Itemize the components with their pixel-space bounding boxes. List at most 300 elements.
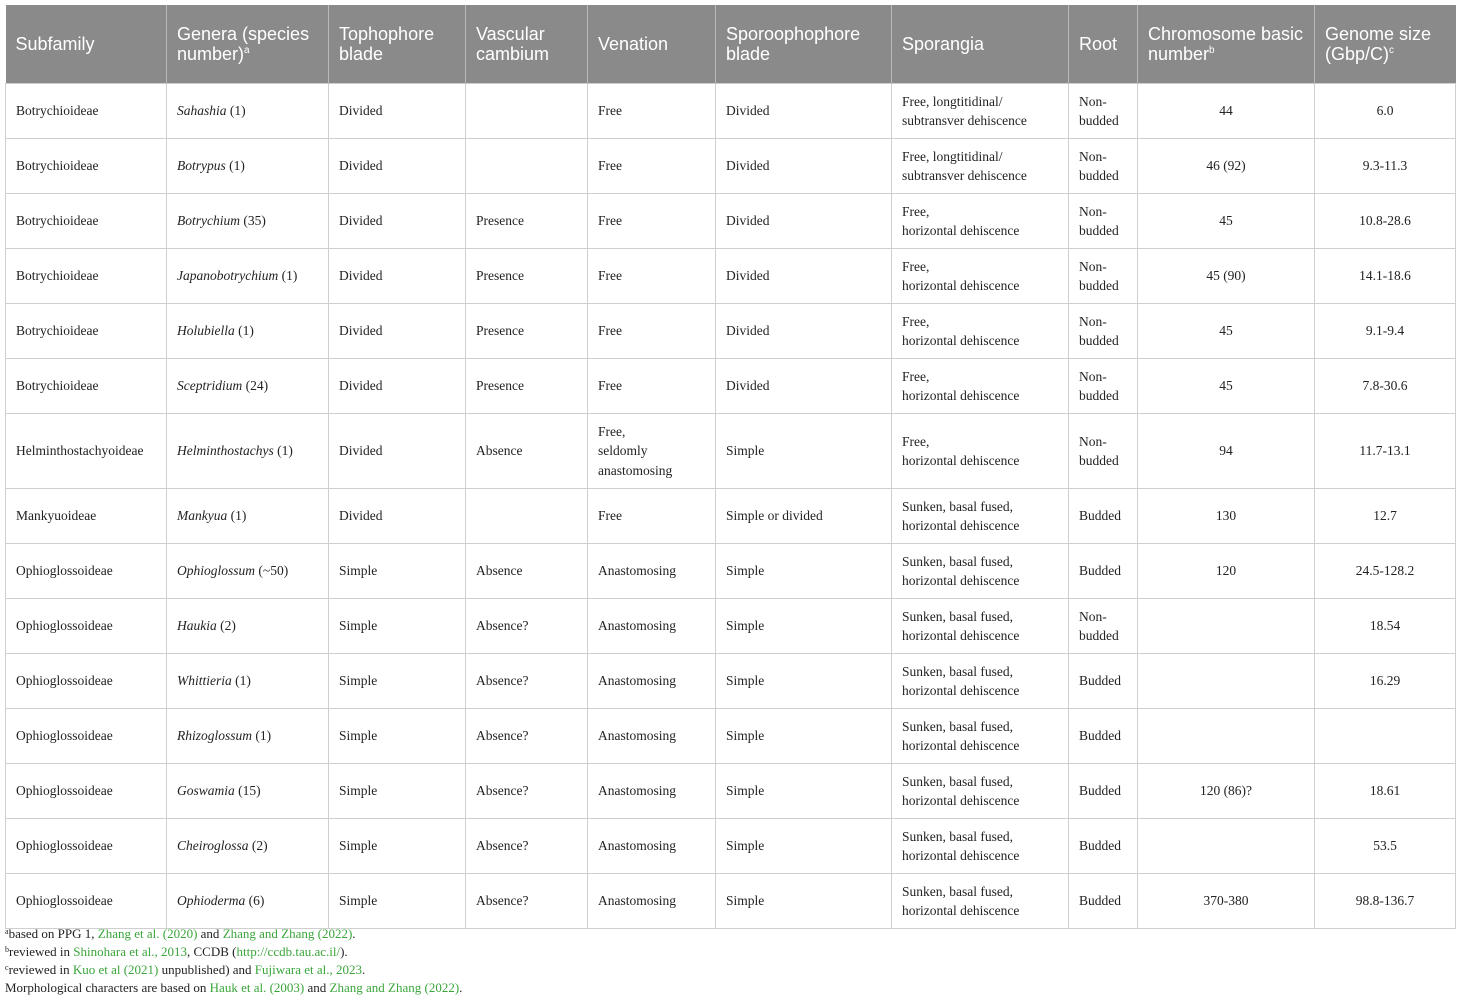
genome-cell-text: 9.3-11.3 — [1362, 158, 1408, 174]
genome-cell-text: 6.0 — [1376, 103, 1394, 119]
chromosome-cell — [1138, 709, 1315, 764]
root-cell-line: budded — [1079, 388, 1119, 403]
root-cell-line: budded — [1079, 333, 1119, 348]
tophophore-cell — [329, 194, 466, 249]
header-row — [6, 5, 1456, 84]
cambium-cell — [466, 764, 588, 819]
table-row — [6, 764, 1456, 819]
genus-name: Cheiroglossa — [177, 838, 249, 854]
genus-cell — [167, 249, 329, 304]
venation-cell — [588, 304, 716, 359]
footnote-line — [5, 943, 1455, 961]
subfamily-cell-text: Botrychioideae — [16, 268, 99, 284]
sporophore-cell-text: Divided — [726, 323, 770, 339]
column-header-label: Chromosome basic number — [1148, 24, 1304, 64]
root-cell-line: Budded — [1079, 563, 1121, 579]
sporophore-cell-text: Simple — [726, 673, 765, 689]
genome-cell-text: 24.5-128.2 — [1355, 563, 1415, 579]
sporangia-cell — [892, 194, 1069, 249]
species-count: (6) — [248, 893, 265, 909]
subfamily-cell — [6, 139, 167, 194]
chromosome-cell — [1138, 819, 1315, 874]
sporophore-cell-text: Divided — [726, 213, 770, 229]
cambium-cell-text: Presence — [476, 323, 524, 339]
column-header — [892, 5, 1069, 84]
chromosome-cell — [1138, 414, 1315, 489]
sporangia-cell-line: horizontal dehiscence — [902, 453, 1020, 468]
cambium-cell-text: Absence — [476, 563, 523, 579]
genome-cell-text: 9.1-9.4 — [1365, 323, 1405, 339]
table-row — [6, 194, 1456, 249]
chromosome-cell-text: 45 — [1219, 378, 1233, 394]
citation-link[interactable]: Shinohara et al., 2013 — [73, 944, 187, 959]
root-cell — [1069, 194, 1138, 249]
genome-cell-text: 7.8-30.6 — [1362, 378, 1408, 394]
genus-cell — [167, 654, 329, 709]
genome-cell — [1315, 414, 1456, 489]
cambium-cell — [466, 819, 588, 874]
footnote-text: ). — [340, 944, 348, 959]
chromosome-cell — [1138, 654, 1315, 709]
sporangia-cell-line: Sunken, basal fused, — [902, 773, 1013, 789]
column-header-label: Tophophore blade — [339, 24, 435, 64]
genus-cell — [167, 764, 329, 819]
venation-cell — [588, 819, 716, 874]
citation-link[interactable]: Kuo et al (2021) — [72, 962, 159, 977]
chromosome-cell — [1138, 764, 1315, 819]
venation-cell-line: Free — [598, 158, 622, 174]
genus-cell — [167, 874, 329, 929]
chromosome-cell — [1138, 249, 1315, 304]
cambium-cell-text: Absence? — [476, 838, 529, 854]
tophophore-cell — [329, 544, 466, 599]
footnote-line — [5, 925, 1455, 943]
column-header-label: Genome size (Gbp/C) — [1325, 24, 1432, 64]
genus-cell — [167, 819, 329, 874]
tophophore-cell — [329, 249, 466, 304]
subfamily-cell — [6, 544, 167, 599]
column-header — [6, 5, 167, 84]
genome-cell-text: 98.8-136.7 — [1355, 893, 1415, 909]
sporophore-cell-text: Simple — [726, 618, 765, 634]
genome-cell-text: 18.54 — [1369, 618, 1401, 634]
root-cell-line: budded — [1079, 628, 1119, 643]
table-row — [6, 709, 1456, 764]
sporangia-cell — [892, 709, 1069, 764]
footnote-text: unpublished) and — [158, 962, 255, 977]
tophophore-cell — [329, 764, 466, 819]
tophophore-cell — [329, 599, 466, 654]
cambium-cell — [466, 139, 588, 194]
chromosome-cell-text: 370-380 — [1203, 893, 1249, 909]
root-cell — [1069, 414, 1138, 489]
genus-name: Botrypus — [177, 158, 226, 174]
sporangia-cell-line: Sunken, basal fused, — [902, 883, 1013, 899]
tophophore-cell-text: Divided — [339, 103, 383, 119]
root-cell — [1069, 139, 1138, 194]
sporophore-cell-text: Simple — [726, 838, 765, 854]
root-cell-line: Non- — [1079, 93, 1107, 109]
sporophore-cell — [716, 489, 892, 544]
footnote-text: . — [352, 926, 356, 941]
sporophore-cell — [716, 249, 892, 304]
root-cell-line: Non- — [1079, 313, 1107, 329]
genus-cell — [167, 599, 329, 654]
footnote-text: Morphological characters are based on — [5, 980, 210, 995]
sporophore-cell-text: Simple — [726, 443, 765, 459]
sporophore-cell — [716, 654, 892, 709]
sporangia-cell — [892, 414, 1069, 489]
root-cell — [1069, 359, 1138, 414]
table-row — [6, 489, 1456, 544]
tophophore-cell-text: Divided — [339, 323, 383, 339]
chromosome-cell-text: 44 — [1219, 103, 1233, 119]
chromosome-cell — [1138, 544, 1315, 599]
subfamily-cell-text: Botrychioideae — [16, 378, 99, 394]
cambium-cell-text: Absence? — [476, 618, 529, 634]
tophophore-cell — [329, 489, 466, 544]
sporangia-cell — [892, 359, 1069, 414]
sporangia-cell-line: horizontal dehiscence — [902, 848, 1020, 863]
sporophore-cell-text: Divided — [726, 103, 770, 119]
venation-cell-line: Free — [598, 268, 622, 284]
species-count: (24) — [245, 378, 269, 394]
footnote-line — [5, 961, 1455, 979]
venation-cell-line: Free — [598, 103, 622, 119]
genome-cell — [1315, 819, 1456, 874]
species-count: (1) — [277, 443, 293, 459]
species-count: (1) — [229, 103, 246, 119]
table-row — [6, 414, 1456, 489]
citation-link[interactable]: http://ccdb.tau.ac.il/ — [236, 944, 341, 959]
cambium-cell-text: Absence? — [476, 783, 529, 799]
sporangia-cell — [892, 544, 1069, 599]
footnote-marker: a — [244, 45, 250, 56]
subfamily-cell-text: Ophioglossoideae — [16, 838, 113, 854]
subfamily-cell — [6, 249, 167, 304]
chromosome-cell-text: 120 (86)? — [1199, 783, 1253, 799]
chromosome-cell — [1138, 489, 1315, 544]
tophophore-cell — [329, 139, 466, 194]
root-cell — [1069, 304, 1138, 359]
venation-cell — [588, 709, 716, 764]
tophophore-cell-text: Simple — [339, 673, 378, 689]
footnote-marker: c — [5, 963, 9, 972]
root-cell-line: Budded — [1079, 893, 1121, 909]
genome-cell — [1315, 544, 1456, 599]
genus-cell — [167, 414, 329, 489]
venation-cell-line: anastomosing — [598, 462, 673, 478]
column-header-label: Subfamily — [15, 34, 95, 54]
subfamily-cell — [6, 194, 167, 249]
sporangia-cell-line: horizontal dehiscence — [902, 738, 1020, 753]
subfamily-cell-text: Ophioglossoideae — [16, 563, 113, 579]
venation-cell-line: Anastomosing — [598, 673, 677, 689]
tophophore-cell-text: Divided — [339, 443, 383, 459]
footnote-marker: b — [5, 945, 9, 954]
root-cell-line: Budded — [1079, 508, 1121, 524]
sporangia-cell-line: horizontal dehiscence — [902, 518, 1020, 533]
genus-cell — [167, 709, 329, 764]
sporangia-cell-line: Free, longtitidinal/ — [902, 148, 1003, 164]
cambium-cell — [466, 304, 588, 359]
citation-link[interactable]: Fujiwara et al., 2023 — [254, 962, 363, 977]
genome-cell — [1315, 599, 1456, 654]
cambium-cell — [466, 414, 588, 489]
subfamily-cell-text: Botrychioideae — [16, 213, 99, 229]
venation-cell — [588, 249, 716, 304]
sporophore-cell — [716, 359, 892, 414]
tophophore-cell — [329, 359, 466, 414]
sporophore-cell — [716, 304, 892, 359]
venation-cell — [588, 359, 716, 414]
venation-cell-line: Free — [598, 508, 622, 524]
root-cell — [1069, 819, 1138, 874]
venation-cell-line: Anastomosing — [598, 618, 677, 634]
species-count: (35) — [243, 213, 266, 229]
sporophore-cell-text: Simple — [726, 783, 765, 799]
genus-cell — [167, 304, 329, 359]
genome-cell — [1315, 654, 1456, 709]
root-cell-line: Budded — [1079, 673, 1121, 689]
genus-name: Ophioderma — [177, 893, 246, 909]
root-cell — [1069, 249, 1138, 304]
sporangia-cell-line: Free, longtitidinal/ — [902, 93, 1003, 109]
root-cell-line: budded — [1079, 453, 1119, 468]
chromosome-cell-text: 45 (90) — [1206, 268, 1246, 284]
tophophore-cell-text: Divided — [339, 378, 383, 394]
sporophore-cell — [716, 544, 892, 599]
venation-cell-line: Anastomosing — [598, 893, 677, 909]
genus-cell — [167, 139, 329, 194]
tophophore-cell — [329, 709, 466, 764]
subfamily-cell — [6, 709, 167, 764]
footnote-text: and — [197, 926, 223, 941]
genome-cell — [1315, 709, 1456, 764]
genome-cell — [1315, 874, 1456, 929]
genome-cell-text: 11.7-13.1 — [1359, 443, 1411, 459]
species-count: (1) — [238, 323, 254, 339]
root-cell — [1069, 544, 1138, 599]
cambium-cell — [466, 249, 588, 304]
subfamily-cell-text: Ophioglossoideae — [16, 673, 113, 689]
column-header — [329, 5, 466, 84]
cambium-cell-text: Absence? — [476, 728, 529, 744]
genome-cell — [1315, 764, 1456, 819]
root-cell-line: budded — [1079, 278, 1119, 293]
sporangia-cell-line: subtransver dehiscence — [902, 113, 1027, 128]
genus-cell — [167, 359, 329, 414]
citation-link[interactable]: Zhang and Zhang (2022) — [222, 926, 353, 941]
sporangia-cell-line: Sunken, basal fused, — [902, 663, 1013, 679]
table-footnotes — [5, 925, 1455, 997]
tophophore-cell-text: Divided — [339, 508, 383, 524]
table-row — [6, 139, 1456, 194]
tophophore-cell-text: Simple — [339, 618, 378, 634]
venation-cell — [588, 544, 716, 599]
column-header — [588, 5, 716, 84]
sporangia-cell — [892, 874, 1069, 929]
genus-name: Haukia — [177, 618, 217, 634]
cambium-cell-text: Presence — [476, 268, 524, 284]
sporangia-cell-line: Sunken, basal fused, — [902, 718, 1013, 734]
tophophore-cell — [329, 654, 466, 709]
subfamily-cell-text: Mankyuoideae — [16, 508, 97, 524]
subfamily-cell — [6, 874, 167, 929]
sporangia-cell-line: Sunken, basal fused, — [902, 553, 1013, 569]
root-cell-line: Non- — [1079, 433, 1107, 449]
column-header — [716, 5, 892, 84]
sporophore-cell-text: Divided — [726, 158, 770, 174]
footnote-text: reviewed in — [8, 962, 73, 977]
table-row — [6, 544, 1456, 599]
genome-cell-text: 14.1-18.6 — [1359, 268, 1411, 284]
tophophore-cell-text: Divided — [339, 213, 383, 229]
footnote-marker: b — [1209, 45, 1215, 56]
root-cell-line: Non- — [1079, 148, 1107, 164]
citation-link[interactable]: Hauk et al. (2003) — [209, 980, 305, 995]
species-count: (1) — [281, 268, 298, 284]
species-count: (2) — [220, 618, 236, 634]
genus-cell — [167, 194, 329, 249]
genome-cell-text: 10.8-28.6 — [1359, 213, 1411, 229]
chromosome-cell-text: 45 — [1219, 213, 1233, 229]
column-header — [1138, 5, 1315, 84]
table-row — [6, 599, 1456, 654]
table-row — [6, 249, 1456, 304]
table-row — [6, 654, 1456, 709]
cambium-cell — [466, 709, 588, 764]
genus-name: Sahashia — [177, 103, 227, 119]
sporophore-cell-text: Simple or divided — [726, 508, 823, 524]
footnote-text: based on PPG 1, — [8, 926, 98, 941]
sporangia-cell-line: Free, — [902, 258, 930, 274]
subfamily-cell-text: Ophioglossoideae — [16, 783, 113, 799]
root-cell — [1069, 654, 1138, 709]
footnote-marker: a — [5, 927, 9, 936]
species-count: (1) — [235, 673, 251, 689]
tophophore-cell — [329, 84, 466, 139]
venation-cell — [588, 489, 716, 544]
sporophore-cell — [716, 764, 892, 819]
species-count: (~50) — [258, 563, 289, 579]
sporophore-cell — [716, 874, 892, 929]
sporangia-cell-line: horizontal dehiscence — [902, 223, 1020, 238]
sporangia-cell-line: Free, — [902, 368, 930, 384]
citation-link[interactable]: Zhang et al. (2020) — [97, 926, 198, 941]
table-header — [6, 5, 1456, 84]
sporangia-cell-line: horizontal dehiscence — [902, 793, 1020, 808]
root-cell-line: Non- — [1079, 368, 1107, 384]
cambium-cell — [466, 654, 588, 709]
venation-cell — [588, 599, 716, 654]
genus-name: Rhizoglossum — [177, 728, 253, 744]
root-cell-line: budded — [1079, 168, 1119, 183]
column-header — [466, 5, 588, 84]
chromosome-cell — [1138, 874, 1315, 929]
sporophore-cell — [716, 599, 892, 654]
sporophore-cell — [716, 819, 892, 874]
sporangia-cell — [892, 599, 1069, 654]
table-row — [6, 304, 1456, 359]
genus-name: Botrychium — [177, 213, 240, 229]
sporangia-cell-line: Free, — [902, 203, 930, 219]
subfamily-cell — [6, 599, 167, 654]
cambium-cell — [466, 489, 588, 544]
tophophore-cell-text: Divided — [339, 158, 383, 174]
genus-cell — [167, 544, 329, 599]
chromosome-cell-text: 46 (92) — [1206, 158, 1246, 174]
genus-name: Ophioglossum — [177, 563, 256, 579]
table-body — [6, 84, 1456, 929]
subfamily-cell — [6, 359, 167, 414]
venation-cell-line: Anastomosing — [598, 838, 677, 854]
species-count: (15) — [238, 783, 261, 799]
tophophore-cell-text: Simple — [339, 893, 378, 909]
venation-cell — [588, 414, 716, 489]
column-header-label: Sporoophophore blade — [726, 24, 861, 64]
genus-name: Helminthostachys — [177, 443, 274, 459]
footnote-text: . — [459, 980, 463, 995]
subfamily-cell-text: Botrychioideae — [16, 103, 99, 119]
citation-link[interactable]: Zhang and Zhang (2022) — [329, 980, 460, 995]
column-header — [1069, 5, 1138, 84]
genus-cell — [167, 489, 329, 544]
sporangia-cell — [892, 819, 1069, 874]
root-cell-line: budded — [1079, 113, 1119, 128]
column-header-label: Genera (species number) — [177, 24, 310, 64]
cambium-cell-text: Absence? — [476, 893, 529, 909]
chromosome-cell — [1138, 599, 1315, 654]
subfamily-cell — [6, 764, 167, 819]
chromosome-cell-text: 120 — [1215, 563, 1237, 579]
species-count: (1) — [229, 158, 245, 174]
footnote-text: , CCDB ( — [187, 944, 237, 959]
venation-cell-line: Free, — [598, 423, 626, 439]
genome-cell — [1315, 359, 1456, 414]
sporophore-cell — [716, 194, 892, 249]
sporangia-cell-line: horizontal dehiscence — [902, 388, 1020, 403]
cambium-cell-text: Absence — [476, 443, 523, 459]
chromosome-cell — [1138, 84, 1315, 139]
venation-cell-line: seldomly — [598, 443, 648, 459]
subfamily-cell — [6, 304, 167, 359]
sporangia-cell-line: Sunken, basal fused, — [902, 498, 1013, 514]
sporangia-cell — [892, 764, 1069, 819]
cambium-cell — [466, 194, 588, 249]
cambium-cell — [466, 359, 588, 414]
chromosome-cell-text: 130 — [1215, 508, 1237, 524]
sporangia-cell-line: Sunken, basal fused, — [902, 828, 1013, 844]
column-header — [167, 5, 329, 84]
venation-cell — [588, 84, 716, 139]
root-cell-line: Budded — [1079, 838, 1121, 854]
tophophore-cell — [329, 304, 466, 359]
root-cell-line: Budded — [1079, 728, 1121, 744]
venation-cell — [588, 654, 716, 709]
sporangia-cell-line: horizontal dehiscence — [902, 573, 1020, 588]
root-cell — [1069, 599, 1138, 654]
root-cell-line: Non- — [1079, 258, 1107, 274]
sporangia-cell — [892, 304, 1069, 359]
genome-cell — [1315, 194, 1456, 249]
sporangia-cell-line: Free, — [902, 313, 930, 329]
subfamily-cell — [6, 84, 167, 139]
subfamily-cell-text: Ophioglossoideae — [16, 728, 113, 744]
tophophore-cell-text: Simple — [339, 563, 378, 579]
subfamily-cell-text: Botrychioideae — [16, 323, 99, 339]
venation-cell — [588, 194, 716, 249]
